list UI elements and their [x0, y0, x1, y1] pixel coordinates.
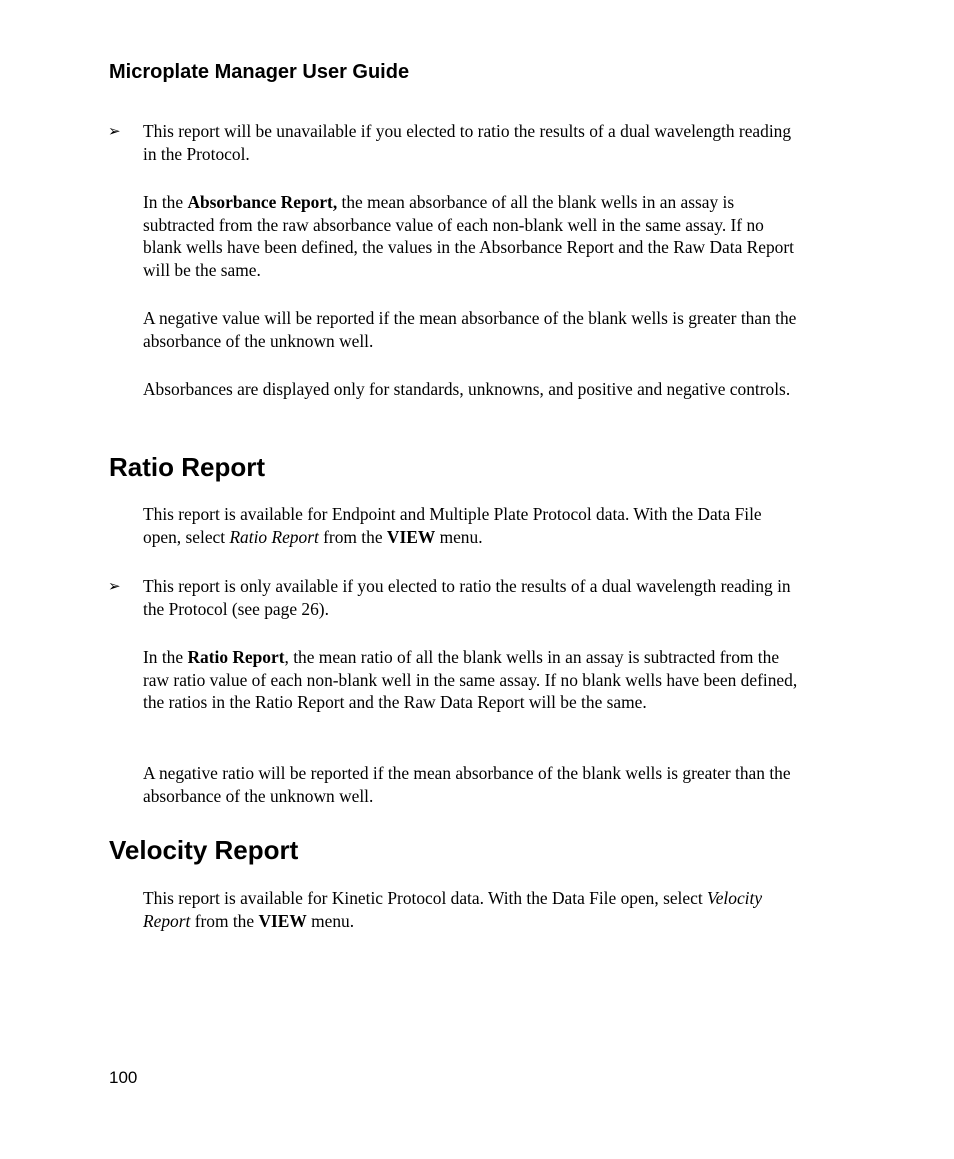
view-menu-term: VIEW [258, 910, 307, 931]
page-number: 100 [109, 1068, 138, 1087]
absorbance-report-term: Absorbance Report, [187, 192, 338, 212]
velocity-availability-paragraph: This report is available for Kinetic Protocol data. With the Data File open, select Velocity Report from the VIEW menu. [143, 888, 763, 931]
arrow-bullet-icon: ➢ [108, 122, 121, 140]
ratio-availability-paragraph: This report is available for Endpoint and Multiple Plate Protocol data. With the Data File open, select Ratio Report from the VIEW menu. [143, 504, 762, 547]
view-menu-term: VIEW [386, 526, 436, 547]
velocity-report-heading: Velocity Report [109, 835, 299, 865]
ratio-report-paragraph: In the Ratio Report, the mean ratio of all the blank wells in an assay is subtracted from the raw ratio value of each non-blank well in the same assay. If no blank wells have been defined, the ratios in the Ratio Report and the Raw Data Report will be the same. [143, 647, 798, 712]
velocity-report-term: Velocity Report [143, 888, 763, 931]
ratio-report-heading: Ratio Report [109, 452, 265, 482]
ratio-report-term: Ratio Report [229, 526, 319, 547]
note-paragraph: This report will be unavailable if you elected to ratio the results of a dual wavelength reading in the Protocol. [143, 121, 792, 164]
absorbance-report-paragraph: In the Absorbance Report, the mean absorbance of all the blank wells in an assay is subtracted from the raw absorbance value of each non-blank well in the same assay. If no blank wells have been defined, the values in the Absorbance Report and the Raw Data Report will be the same. [143, 192, 794, 280]
ratio-note-paragraph: This report is only available if you elected to ratio the results of a dual wavelength reading in the Protocol (see page 26). [143, 576, 791, 619]
negative-ratio-paragraph: A negative ratio will be reported if the mean absorbance of the blank wells is greater than the absorbance of the unknown well. [143, 763, 791, 806]
arrow-bullet-icon: ➢ [108, 577, 121, 595]
negative-value-paragraph: A negative value will be reported if the mean absorbance of the blank wells is greater than the absorbance of the unknown well. [143, 308, 797, 351]
running-header: Microplate Manager User Guide [109, 61, 410, 83]
ratio-report-bold-term: Ratio Report [187, 647, 285, 667]
absorbances-displayed-paragraph: Absorbances are displayed only for standards, unknowns, and positive and negative controls. [143, 379, 791, 399]
